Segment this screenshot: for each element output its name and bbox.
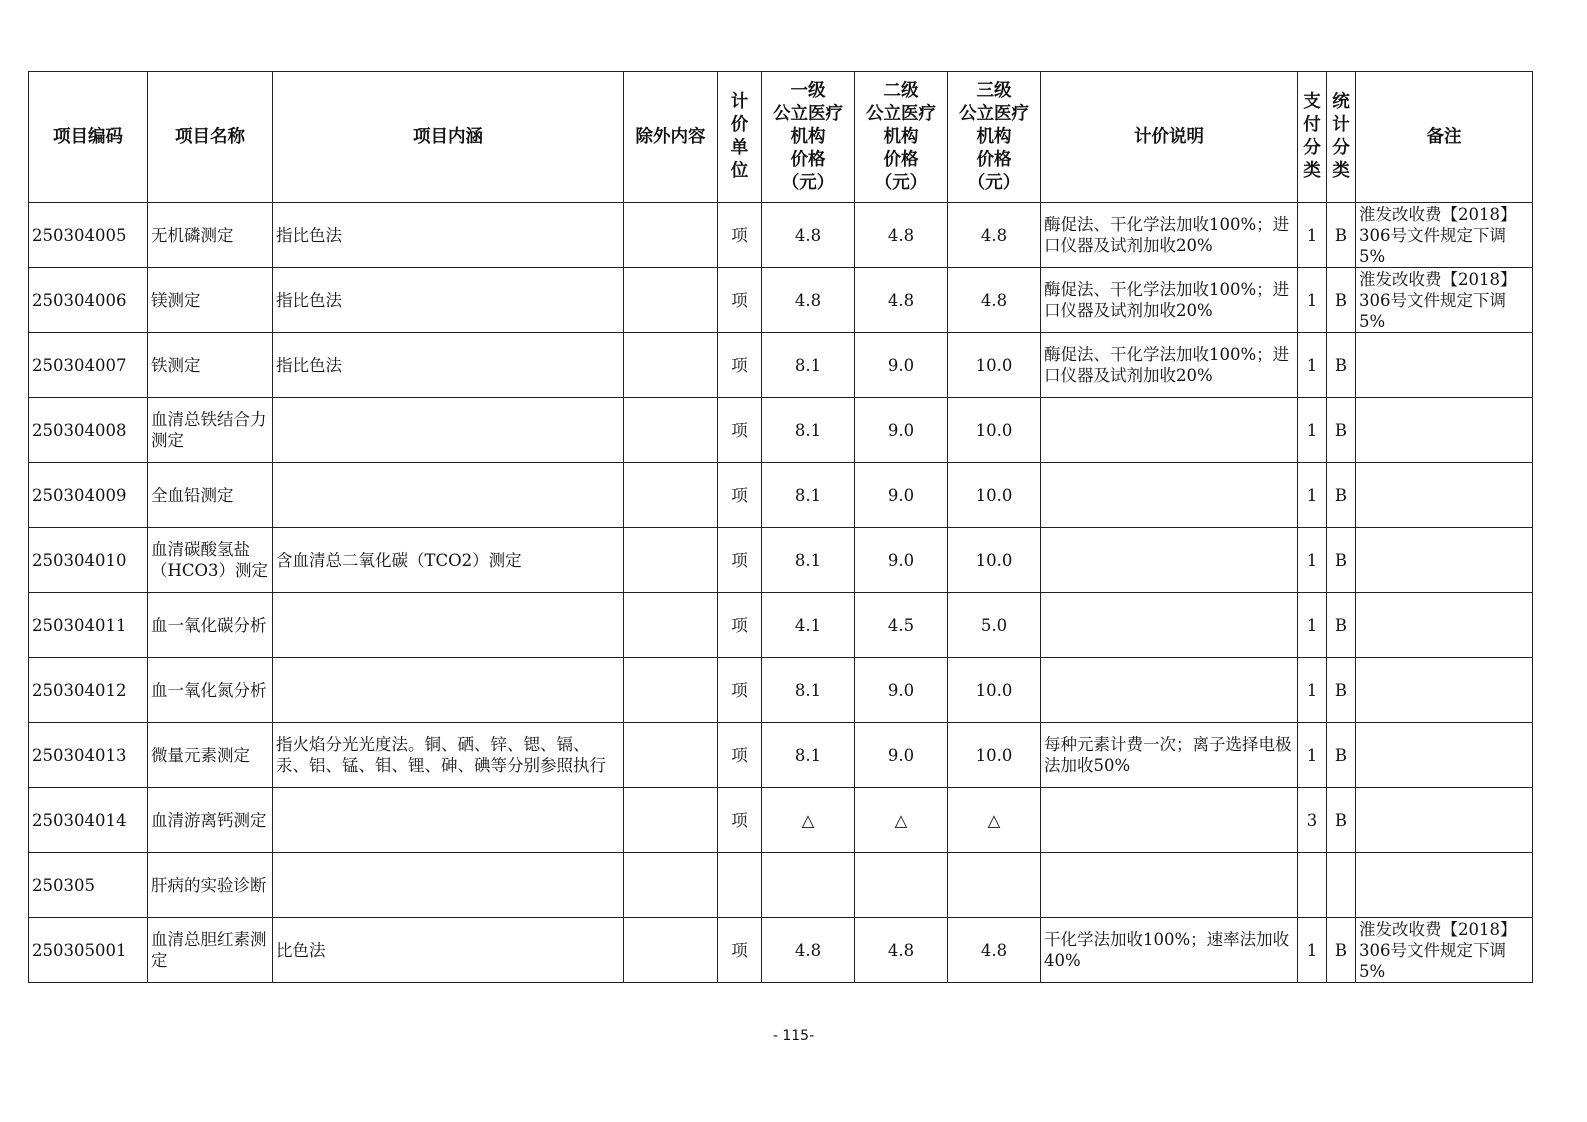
cell-price-level1: 8.1 xyxy=(762,463,855,528)
cell-price-level3: 4.8 xyxy=(948,268,1041,333)
cell-code: 250305001 xyxy=(29,918,148,983)
cell-name: 血清游离钙测定 xyxy=(148,788,273,853)
cell-remark xyxy=(1356,593,1533,658)
cell-content xyxy=(273,853,624,918)
cell-statistics-category xyxy=(1327,853,1356,918)
cell-pricing-note xyxy=(1041,658,1298,723)
header-remark: 备注 xyxy=(1356,72,1533,203)
cell-price-level1 xyxy=(762,853,855,918)
cell-price-level1: △ xyxy=(762,788,855,853)
cell-content: 指火焰分光光度法。铜、硒、锌、锶、镉、汞、铝、锰、钼、锂、砷、碘等分别参照执行 xyxy=(273,723,624,788)
cell-pricing-note: 酶促法、干化学法加收100%；进口仪器及试剂加收20% xyxy=(1041,203,1298,268)
cell-code: 250304014 xyxy=(29,788,148,853)
cell-name: 血清碳酸氢盐（HCO3）测定 xyxy=(148,528,273,593)
cell-unit: 项 xyxy=(718,658,762,723)
cell-statistics-category: B xyxy=(1327,723,1356,788)
table-row xyxy=(29,658,1533,723)
cell-unit: 项 xyxy=(718,203,762,268)
cell-exclusion xyxy=(624,333,718,398)
table-row xyxy=(29,853,1533,918)
cell-content xyxy=(273,788,624,853)
cell-price-level2: 4.8 xyxy=(855,203,948,268)
header-content: 项目内涵 xyxy=(273,72,624,203)
cell-payment-category xyxy=(1298,853,1327,918)
cell-remark xyxy=(1356,398,1533,463)
cell-statistics-category: B xyxy=(1327,268,1356,333)
cell-statistics-category: B xyxy=(1327,398,1356,463)
cell-pricing-note: 酶促法、干化学法加收100%；进口仪器及试剂加收20% xyxy=(1041,333,1298,398)
header-price-level2: 二级 公立医疗 机构 价格 （元） xyxy=(855,72,948,203)
cell-unit xyxy=(718,853,762,918)
cell-price-level2: 9.0 xyxy=(855,333,948,398)
cell-price-level3 xyxy=(948,853,1041,918)
cell-price-level1: 8.1 xyxy=(762,333,855,398)
cell-remark: 淮发改收费【2018】306号文件规定下调5% xyxy=(1356,268,1533,333)
cell-statistics-category: B xyxy=(1327,918,1356,983)
cell-payment-category: 1 xyxy=(1298,463,1327,528)
cell-pricing-note xyxy=(1041,853,1298,918)
cell-content xyxy=(273,398,624,463)
cell-remark xyxy=(1356,723,1533,788)
cell-price-level2: 9.0 xyxy=(855,398,948,463)
cell-payment-category: 1 xyxy=(1298,268,1327,333)
cell-price-level2: 4.8 xyxy=(855,268,948,333)
cell-unit: 项 xyxy=(718,593,762,658)
header-code: 项目编码 xyxy=(29,72,148,203)
cell-payment-category: 1 xyxy=(1298,203,1327,268)
cell-name: 血一氧化碳分析 xyxy=(148,593,273,658)
header-name: 项目名称 xyxy=(148,72,273,203)
cell-pricing-note xyxy=(1041,788,1298,853)
price-table xyxy=(28,71,1533,983)
cell-price-level3: 10.0 xyxy=(948,333,1041,398)
table-row xyxy=(29,723,1533,788)
cell-content xyxy=(273,593,624,658)
cell-code: 250304011 xyxy=(29,593,148,658)
cell-exclusion xyxy=(624,788,718,853)
cell-code: 250304006 xyxy=(29,268,148,333)
cell-statistics-category: B xyxy=(1327,593,1356,658)
cell-code: 250305 xyxy=(29,853,148,918)
cell-pricing-note: 酶促法、干化学法加收100%；进口仪器及试剂加收20% xyxy=(1041,268,1298,333)
cell-name: 无机磷测定 xyxy=(148,203,273,268)
cell-remark: 淮发改收费【2018】306号文件规定下调5% xyxy=(1356,918,1533,983)
cell-unit: 项 xyxy=(718,398,762,463)
cell-content: 含血清总二氧化碳（TCO2）测定 xyxy=(273,528,624,593)
cell-statistics-category: B xyxy=(1327,788,1356,853)
cell-price-level3: 5.0 xyxy=(948,593,1041,658)
cell-price-level3: 10.0 xyxy=(948,463,1041,528)
cell-price-level2 xyxy=(855,853,948,918)
cell-unit: 项 xyxy=(718,918,762,983)
cell-price-level1: 8.1 xyxy=(762,398,855,463)
cell-price-level2: 9.0 xyxy=(855,723,948,788)
cell-price-level3: 10.0 xyxy=(948,528,1041,593)
cell-name: 微量元素测定 xyxy=(148,723,273,788)
cell-statistics-category: B xyxy=(1327,658,1356,723)
cell-price-level2: 9.0 xyxy=(855,463,948,528)
page-number: - 115- xyxy=(772,1028,815,1044)
header-row xyxy=(29,72,1533,203)
cell-name: 全血铅测定 xyxy=(148,463,273,528)
cell-remark xyxy=(1356,463,1533,528)
cell-remark xyxy=(1356,528,1533,593)
cell-payment-category: 1 xyxy=(1298,918,1327,983)
cell-code: 250304010 xyxy=(29,528,148,593)
cell-pricing-note xyxy=(1041,398,1298,463)
cell-exclusion xyxy=(624,658,718,723)
cell-price-level2: 9.0 xyxy=(855,528,948,593)
cell-name: 铁测定 xyxy=(148,333,273,398)
cell-price-level1: 8.1 xyxy=(762,528,855,593)
cell-name: 镁测定 xyxy=(148,268,273,333)
cell-exclusion xyxy=(624,593,718,658)
cell-payment-category: 1 xyxy=(1298,723,1327,788)
cell-price-level3: 10.0 xyxy=(948,398,1041,463)
cell-content: 指比色法 xyxy=(273,333,624,398)
cell-content: 指比色法 xyxy=(273,268,624,333)
cell-price-level2: 4.8 xyxy=(855,918,948,983)
cell-price-level3: 4.8 xyxy=(948,918,1041,983)
cell-name: 血清总胆红素测定 xyxy=(148,918,273,983)
cell-price-level2: 4.5 xyxy=(855,593,948,658)
table-row xyxy=(29,788,1533,853)
cell-exclusion xyxy=(624,918,718,983)
table-row xyxy=(29,593,1533,658)
header-unit: 计 价 单 位 xyxy=(718,72,762,203)
cell-price-level1: 8.1 xyxy=(762,658,855,723)
table-row xyxy=(29,398,1533,463)
table-row xyxy=(29,203,1533,268)
cell-code: 250304012 xyxy=(29,658,148,723)
table-row xyxy=(29,463,1533,528)
cell-payment-category: 1 xyxy=(1298,528,1327,593)
cell-name: 肝病的实验诊断 xyxy=(148,853,273,918)
table-row xyxy=(29,333,1533,398)
cell-exclusion xyxy=(624,398,718,463)
cell-code: 250304007 xyxy=(29,333,148,398)
cell-name: 血一氧化氮分析 xyxy=(148,658,273,723)
cell-price-level1: 4.8 xyxy=(762,268,855,333)
cell-name: 血清总铁结合力测定 xyxy=(148,398,273,463)
cell-code: 250304009 xyxy=(29,463,148,528)
cell-content: 指比色法 xyxy=(273,203,624,268)
cell-unit: 项 xyxy=(718,268,762,333)
cell-content xyxy=(273,463,624,528)
cell-price-level3: 4.8 xyxy=(948,203,1041,268)
header-price-level3: 三级 公立医疗 机构 价格 （元） xyxy=(948,72,1041,203)
cell-unit: 项 xyxy=(718,333,762,398)
cell-payment-category: 1 xyxy=(1298,398,1327,463)
cell-remark xyxy=(1356,658,1533,723)
cell-content xyxy=(273,658,624,723)
cell-exclusion xyxy=(624,528,718,593)
table-row xyxy=(29,268,1533,333)
cell-exclusion xyxy=(624,723,718,788)
cell-unit: 项 xyxy=(718,788,762,853)
cell-unit: 项 xyxy=(718,463,762,528)
header-statistics-category: 统 计 分 类 xyxy=(1327,72,1356,203)
cell-pricing-note: 干化学法加收100%；速率法加收40% xyxy=(1041,918,1298,983)
cell-payment-category: 3 xyxy=(1298,788,1327,853)
cell-pricing-note xyxy=(1041,528,1298,593)
cell-payment-category: 1 xyxy=(1298,333,1327,398)
cell-code: 250304013 xyxy=(29,723,148,788)
cell-unit: 项 xyxy=(718,723,762,788)
cell-remark xyxy=(1356,853,1533,918)
cell-remark xyxy=(1356,333,1533,398)
cell-unit: 项 xyxy=(718,528,762,593)
cell-price-level3: 10.0 xyxy=(948,723,1041,788)
cell-price-level1: 4.1 xyxy=(762,593,855,658)
cell-price-level2: 9.0 xyxy=(855,658,948,723)
cell-remark xyxy=(1356,788,1533,853)
cell-statistics-category: B xyxy=(1327,463,1356,528)
cell-exclusion xyxy=(624,463,718,528)
cell-code: 250304008 xyxy=(29,398,148,463)
cell-price-level3: 10.0 xyxy=(948,658,1041,723)
header-payment-category: 支 付 分 类 xyxy=(1298,72,1327,203)
header-pricing-note: 计价说明 xyxy=(1041,72,1298,203)
cell-price-level1: 8.1 xyxy=(762,723,855,788)
table-row xyxy=(29,918,1533,983)
cell-statistics-category: B xyxy=(1327,203,1356,268)
cell-exclusion xyxy=(624,853,718,918)
cell-pricing-note xyxy=(1041,463,1298,528)
cell-exclusion xyxy=(624,203,718,268)
cell-price-level3: △ xyxy=(948,788,1041,853)
table-row xyxy=(29,528,1533,593)
cell-exclusion xyxy=(624,268,718,333)
cell-pricing-note: 每种元素计费一次；离子选择电极法加收50% xyxy=(1041,723,1298,788)
cell-code: 250304005 xyxy=(29,203,148,268)
cell-payment-category: 1 xyxy=(1298,593,1327,658)
cell-payment-category: 1 xyxy=(1298,658,1327,723)
cell-content: 比色法 xyxy=(273,918,624,983)
cell-pricing-note xyxy=(1041,593,1298,658)
header-exclusion: 除外内容 xyxy=(624,72,718,203)
cell-price-level1: 4.8 xyxy=(762,918,855,983)
cell-remark: 淮发改收费【2018】306号文件规定下调5% xyxy=(1356,203,1533,268)
header-price-level1: 一级 公立医疗 机构 价格 （元） xyxy=(762,72,855,203)
cell-price-level1: 4.8 xyxy=(762,203,855,268)
cell-statistics-category: B xyxy=(1327,528,1356,593)
cell-price-level2: △ xyxy=(855,788,948,853)
cell-statistics-category: B xyxy=(1327,333,1356,398)
